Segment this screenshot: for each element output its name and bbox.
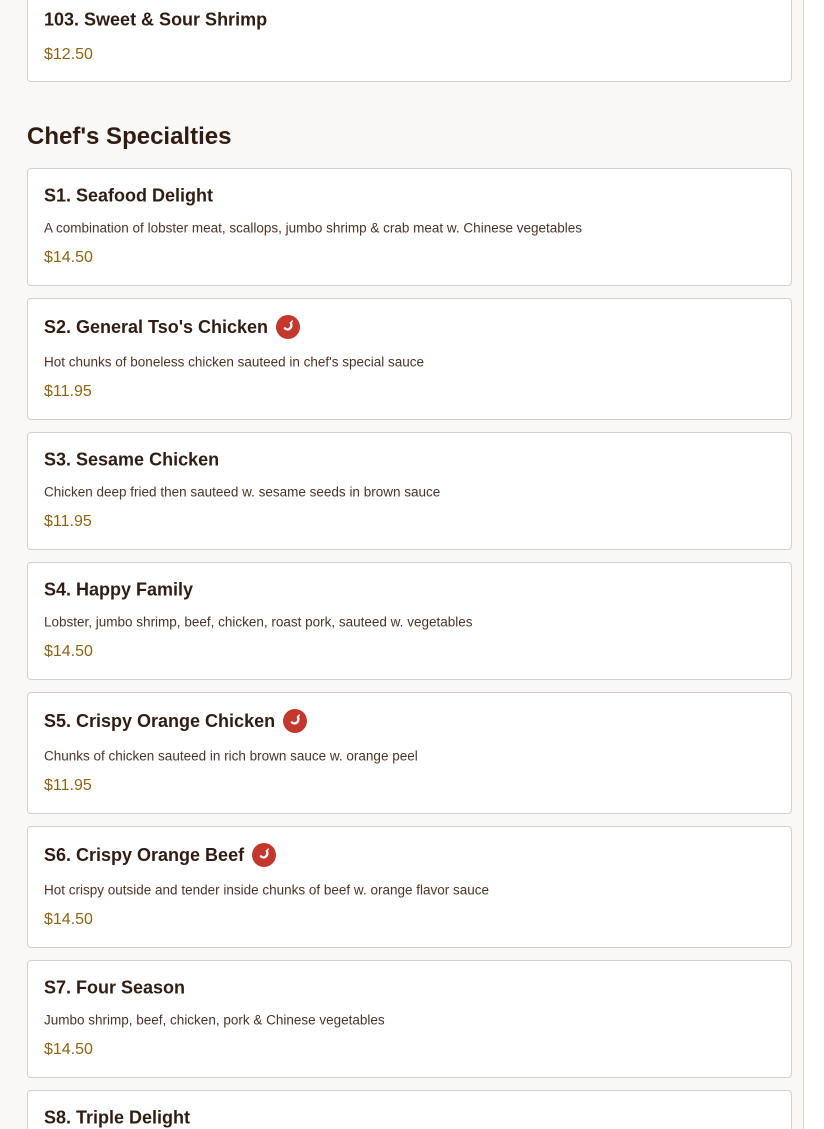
menu-item-description: Jumbo shrimp, beef, chicken, pork & Chinese vegetables [44,1012,385,1028]
menu-item-name: S5. Crispy Orange Chicken [44,709,307,733]
menu-item-name: S3. Sesame Chicken [44,449,220,470]
menu-item-price: $11.95 [44,777,92,794]
menu-item-name: S6. Crispy Orange Beef [44,843,276,867]
menu-item-description: Chunks of chicken sauteed in rich brown sauce w. orange peel [44,748,418,764]
menu-item-name: S2. General Tso's Chicken [44,315,300,339]
menu-item-name: S4. Happy Family [44,579,194,600]
menu-item-description: Lobster, jumbo shrimp, beef, chicken, roast pork, sauteed w. vegetables [44,614,473,630]
menu-item-price: $14.50 [44,643,93,660]
chili-pepper-icon [276,315,300,339]
menu-item-price: $11.95 [44,513,92,530]
menu-item-card[interactable] [27,0,792,82]
menu-item-name: S8. Triple Delight [44,1107,191,1128]
menu-item-card[interactable] [27,960,792,1078]
menu-item-card[interactable] [27,826,792,948]
chili-pepper-icon [252,843,276,867]
menu-item-price: $11.95 [44,383,92,400]
menu-item-card[interactable] [27,1090,792,1129]
menu-item-description: Hot chunks of boneless chicken sauteed in chef's special sauce [44,354,425,370]
menu-item-card[interactable] [27,692,792,814]
menu-item-price: $14.50 [44,1041,93,1058]
menu-item-name: S7. Four Season [44,977,186,998]
menu-item-card[interactable] [27,168,792,286]
section-title: Chef's Specialties [27,123,232,150]
menu-item-name: 103. Sweet & Sour Shrimp [44,9,268,30]
menu-item-price: $14.50 [44,911,93,928]
menu-item-description: A combination of lobster meat, scallops, jumbo shrimp & crab meat w. Chinese vegetables [44,220,583,236]
chili-pepper-icon [283,709,307,733]
menu-item-description: Chicken deep fried then sauteed w. sesame seeds in brown sauce [44,484,441,500]
menu-item-price: $12.50 [44,46,93,63]
menu-item-card[interactable] [27,562,792,680]
menu-item-description: Hot crispy outside and tender inside chunks of beef w. orange flavor sauce [44,882,490,898]
menu-item-price: $14.50 [44,249,93,266]
menu-item-card[interactable] [27,432,792,550]
menu-item-name: S1. Seafood Delight [44,185,214,206]
menu-item-card[interactable] [27,298,792,420]
